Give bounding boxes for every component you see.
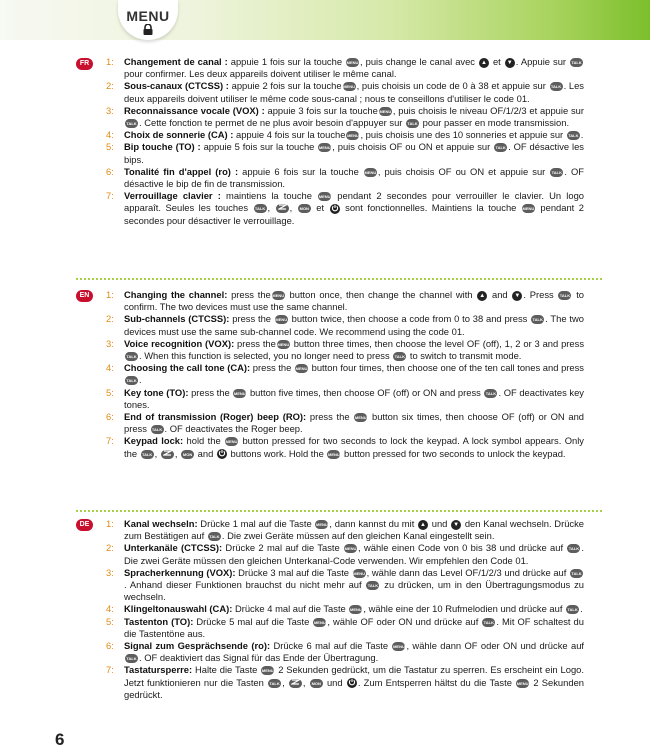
item-text-fragment: Drücke 3 mal auf die Taste bbox=[235, 566, 352, 578]
item-text bbox=[124, 105, 584, 129]
separator bbox=[76, 510, 602, 512]
item-text-fragment: button pressed for two seconds to lock the keypad. A lock symbol appears. Only the bbox=[124, 435, 584, 459]
item-text bbox=[124, 640, 584, 664]
power-icon bbox=[330, 204, 340, 214]
item-text-fragment: press the bbox=[250, 362, 294, 374]
talk-button-icon: TALK bbox=[126, 121, 137, 127]
item-text-fragment: und bbox=[429, 518, 451, 529]
item-number: 4: bbox=[106, 362, 114, 374]
item-text-fragment: . Die zwei Geräte müssen den gleichen Unterkanal-Code verwenden. Wir empfehlen den Code 01. bbox=[124, 542, 585, 566]
item-text bbox=[124, 166, 584, 190]
talk-button-icon: TALK bbox=[126, 354, 137, 360]
item-number: 2: bbox=[106, 80, 114, 92]
list-item bbox=[106, 338, 584, 362]
list-item bbox=[106, 542, 584, 566]
item-text-fragment: , wähle eine der 10 Rufmelodien und drücke auf bbox=[363, 603, 566, 615]
item-text-fragment: . bbox=[580, 129, 584, 141]
item-text-fragment: button three times, then choose the level OF (off), 1, 2 or 3 and press bbox=[290, 337, 585, 349]
mon-button-icon: MON bbox=[299, 206, 309, 212]
item-number: 1: bbox=[106, 289, 114, 300]
item-heading: Klingeltonauswahl (CA): bbox=[124, 603, 233, 615]
flag-de: DE bbox=[76, 519, 93, 531]
item-text-fragment: . OF désactive les bips. bbox=[124, 141, 584, 165]
menu-button-icon: MENU bbox=[349, 607, 362, 613]
item-number: 3: bbox=[106, 104, 114, 116]
item-text-fragment: , bbox=[174, 447, 181, 459]
list-item bbox=[106, 362, 584, 386]
item-number: 5: bbox=[106, 615, 114, 627]
item-text-fragment: . OF désactive le bip de fin de transmission. bbox=[124, 165, 585, 190]
list-item bbox=[106, 105, 584, 129]
arrow-up-icon: ▲ bbox=[418, 520, 428, 530]
item-text-fragment: , puis choisis un code de 0 à 38 et appuie sur bbox=[356, 80, 549, 92]
list-item bbox=[106, 313, 584, 337]
menu-button-icon: MENU bbox=[233, 390, 246, 396]
item-text bbox=[124, 518, 584, 542]
item-text-fragment: , wähle dann OF oder ON und drücke auf bbox=[406, 640, 585, 652]
item-number: 3: bbox=[106, 566, 114, 578]
item-number: 5: bbox=[106, 141, 114, 153]
list-item bbox=[106, 435, 584, 459]
item-text-fragment: , puis change le canal avec bbox=[360, 56, 478, 67]
item-text bbox=[124, 435, 584, 459]
menu-button-icon: MENU bbox=[379, 108, 392, 114]
list-item bbox=[106, 387, 584, 411]
item-text bbox=[124, 56, 584, 80]
menu-button-icon: MENU bbox=[295, 366, 308, 372]
item-text bbox=[124, 411, 584, 435]
menu-button-icon: MENU bbox=[275, 317, 288, 323]
item-text bbox=[124, 603, 584, 615]
power-icon bbox=[347, 678, 357, 688]
item-text-fragment: . Les deux appareils doivent utiliser le même code sous-canal ; nous te conseillons d'utiliser le code 01. bbox=[124, 80, 584, 104]
talk-button-icon: TALK bbox=[367, 583, 379, 589]
list-item bbox=[106, 129, 584, 141]
item-text-fragment: appuie 4 fois sur la touche bbox=[233, 129, 346, 141]
item-number: 3: bbox=[106, 337, 114, 349]
item-heading: Voice recognition (VOX): bbox=[124, 337, 235, 349]
talk-button-icon: TALK bbox=[209, 534, 220, 540]
item-text-fragment: appuie 6 fois sur la touche bbox=[238, 165, 363, 177]
talk-button-icon: TALK bbox=[568, 133, 579, 139]
item-number: 7: bbox=[106, 190, 114, 202]
menu-button-icon: MENU bbox=[318, 194, 331, 200]
item-number: 6: bbox=[106, 411, 114, 423]
item-text-fragment: , bbox=[302, 676, 309, 688]
arrow-down-icon: ▼ bbox=[505, 58, 515, 68]
item-text-fragment: button twice, then choose a code from 0 to 38 and press bbox=[288, 313, 531, 325]
item-text-fragment: . bbox=[580, 603, 583, 615]
item-text bbox=[124, 80, 584, 104]
item-text-fragment: , puis choisis OF ou ON et appuie sur bbox=[332, 141, 494, 153]
item-text-fragment: , puis choisis le niveau OF/1/2/3 et appuie sur bbox=[392, 104, 584, 116]
talk-button-icon: TALK bbox=[151, 427, 163, 433]
menu-button-icon: MENU bbox=[261, 668, 274, 674]
list-item bbox=[106, 80, 584, 104]
item-text-fragment: Drücke 2 mal auf die Taste bbox=[222, 542, 344, 554]
item-text-fragment: , bbox=[282, 676, 288, 688]
menu-button-icon: MENU bbox=[393, 644, 405, 650]
item-text bbox=[124, 362, 584, 386]
item-text-fragment: buttons work. Hold the bbox=[227, 447, 327, 459]
item-text-fragment: and bbox=[488, 289, 512, 300]
list-item bbox=[106, 603, 584, 615]
item-text-fragment: button six times, then choose OF (off) or ON and press bbox=[124, 411, 585, 435]
item-text-fragment: Drücke 5 mal auf die Taste bbox=[193, 615, 313, 627]
item-heading: Bip touche (TO) : bbox=[124, 141, 201, 153]
talk-button-icon: TALK bbox=[407, 121, 418, 127]
item-heading: Kanal wechseln: bbox=[124, 518, 198, 529]
item-heading: Keypad lock: bbox=[124, 435, 184, 447]
item-text bbox=[124, 313, 584, 337]
scan-button-icon bbox=[276, 204, 289, 213]
item-number: 6: bbox=[106, 165, 114, 177]
item-heading: End of transmission (Roger) beep (RO): bbox=[124, 411, 307, 423]
item-heading: Sous-canaux (CTCSS) : bbox=[124, 80, 229, 92]
item-text-fragment: pour passer en mode transmission. bbox=[420, 117, 570, 129]
item-text-fragment: . Anhand dieser Funktionen brauchst du nicht mehr auf bbox=[124, 579, 366, 591]
list-item bbox=[106, 518, 584, 542]
talk-button-icon: TALK bbox=[485, 390, 497, 396]
item-text bbox=[124, 141, 584, 165]
item-text-fragment: button five times, then choose OF (off) or ON and press bbox=[247, 386, 484, 398]
page-number: 6 bbox=[55, 730, 65, 749]
menu-tab bbox=[118, 0, 178, 40]
list-item bbox=[106, 289, 584, 313]
menu-title: MENU bbox=[126, 8, 170, 24]
item-text-fragment: Drücke 1 mal auf die Taste bbox=[197, 518, 315, 529]
item-text-fragment: sont fonctionnelles. Maintiens la touche bbox=[340, 202, 521, 214]
item-number: 2: bbox=[106, 542, 114, 554]
flag-en: EN bbox=[76, 290, 93, 302]
talk-button-icon: TALK bbox=[126, 656, 137, 662]
item-text-fragment: press the bbox=[306, 411, 354, 423]
item-heading: Choix de sonnerie (CA) : bbox=[124, 129, 234, 141]
menu-button-icon: MENU bbox=[364, 169, 377, 175]
item-text-fragment: Drücke 6 mal auf die Taste bbox=[270, 640, 392, 652]
talk-button-icon: TALK bbox=[394, 354, 405, 360]
item-text-fragment: . bbox=[139, 374, 142, 386]
item-text-fragment: and bbox=[195, 447, 216, 459]
talk-button-icon: TALK bbox=[559, 293, 571, 299]
item-number: 5: bbox=[106, 386, 114, 398]
list-item bbox=[106, 141, 584, 165]
menu-button-icon: MENU bbox=[272, 293, 285, 299]
item-text-fragment: und bbox=[323, 676, 346, 688]
list-item bbox=[106, 567, 584, 604]
menu-button-icon: MENU bbox=[328, 451, 340, 457]
menu-button-icon: MENU bbox=[347, 133, 359, 139]
menu-button-icon: MENU bbox=[225, 439, 238, 445]
item-text-fragment: to switch to transmit mode. bbox=[407, 350, 522, 362]
item-text-fragment: , bbox=[267, 202, 275, 214]
item-text-fragment: , bbox=[289, 202, 297, 214]
power-icon bbox=[217, 449, 227, 459]
item-text-fragment: 2 Sekunden gedrückt. bbox=[124, 676, 584, 700]
item-text-fragment: button once, then change the channel with bbox=[285, 289, 477, 300]
talk-button-icon: TALK bbox=[532, 317, 543, 323]
item-text-fragment: button pressed for two seconds to unlock the keypad. bbox=[341, 447, 566, 459]
item-text-fragment: press the bbox=[227, 289, 271, 300]
section-en bbox=[106, 289, 584, 460]
item-text-fragment: to confirm. The two devices must use the same channel. bbox=[124, 289, 585, 313]
item-text-fragment: . The two devices must use the same sub-channel code. We recommend using the code 01. bbox=[124, 313, 584, 337]
item-text-fragment: appuie 5 fois sur la touche bbox=[200, 141, 318, 153]
item-text-fragment: Drücke 4 mal auf die Taste bbox=[232, 603, 349, 615]
menu-button-icon: MENU bbox=[318, 145, 331, 151]
item-heading: Tastenton (TO): bbox=[124, 615, 194, 627]
item-heading: Sub-channels (CTCSS): bbox=[124, 313, 230, 325]
item-heading: Key tone (TO): bbox=[124, 386, 189, 398]
item-text-fragment: . OF deactivates key tones. bbox=[124, 386, 584, 410]
list-item bbox=[106, 640, 584, 664]
mon-button-icon: MON bbox=[311, 680, 321, 686]
item-text-fragment: appuie 2 fois sur la touche bbox=[228, 80, 342, 92]
list-item bbox=[106, 411, 584, 435]
item-text-fragment: 2 Sekunden gedrückt, um die Tastatur zu sperren. Es erscheint ein Logo. Jetzt funktionieren nur die Tasten bbox=[124, 664, 584, 688]
arrow-down-icon: ▼ bbox=[512, 291, 522, 301]
item-text-fragment: pendant 2 secondes pour verrouiller le clavier. Un logo apparaît. Seules les touches bbox=[124, 190, 585, 214]
item-number: 2: bbox=[106, 313, 114, 325]
item-text-fragment: . OF deaktiviert das Signal für das Ende der Übertragung. bbox=[139, 652, 379, 664]
item-text bbox=[124, 338, 584, 362]
talk-button-icon: TALK bbox=[254, 206, 266, 212]
lock-icon bbox=[142, 24, 154, 35]
item-number: 1: bbox=[106, 56, 114, 67]
scan-button-icon bbox=[161, 450, 174, 459]
section-de bbox=[106, 518, 584, 701]
item-text bbox=[124, 542, 584, 566]
item-text-fragment: button four times, then choose one of the ten call tones and press bbox=[309, 362, 584, 374]
item-text bbox=[124, 289, 584, 313]
talk-button-icon: TALK bbox=[567, 607, 578, 613]
flag-fr: FR bbox=[76, 58, 93, 70]
item-number: 7: bbox=[106, 435, 114, 447]
item-heading: Spracherkennung (VOX): bbox=[124, 566, 236, 578]
item-heading: Unterkanäle (CTCSS): bbox=[124, 542, 223, 554]
talk-button-icon: TALK bbox=[568, 546, 580, 552]
item-heading: Changing the channel: bbox=[124, 289, 228, 300]
menu-button-icon: MENU bbox=[344, 546, 357, 552]
list-item bbox=[106, 166, 584, 190]
item-text-fragment: et bbox=[489, 56, 504, 67]
item-number: 4: bbox=[106, 129, 114, 141]
item-text-fragment: , puis choisis OF ou ON et appuie sur bbox=[377, 165, 550, 177]
item-heading: Verrouillage clavier : bbox=[124, 190, 221, 202]
arrow-up-icon: ▲ bbox=[479, 58, 489, 68]
item-text-fragment: hold the bbox=[183, 435, 225, 447]
item-text-fragment: appuie 1 fois sur la touche bbox=[227, 56, 346, 67]
item-text-fragment: den Kanal wechseln. Drücke zum Bestätigen auf bbox=[124, 518, 585, 542]
item-text-fragment: , wähle dann das Level OF/1/2/3 und drücke auf bbox=[366, 566, 569, 578]
item-number: 1: bbox=[106, 518, 114, 529]
item-text-fragment: press the bbox=[234, 337, 276, 349]
talk-button-icon: TALK bbox=[571, 60, 582, 66]
item-text-fragment: et bbox=[311, 202, 329, 214]
list-item bbox=[106, 616, 584, 640]
item-text-fragment: . Die zwei Geräte müssen auf den gleichen Kanal eingestellt sein. bbox=[221, 530, 495, 542]
talk-button-icon: TALK bbox=[571, 570, 582, 576]
item-heading: Signal zum Gesprächsende (ro): bbox=[124, 640, 271, 652]
item-heading: Choosing the call tone (CA): bbox=[124, 362, 251, 374]
mon-button-icon: MON bbox=[182, 451, 193, 457]
talk-button-icon: TALK bbox=[126, 378, 137, 384]
item-text bbox=[124, 664, 584, 701]
item-text-fragment: . Press bbox=[523, 289, 558, 300]
menu-button-icon: MENU bbox=[343, 84, 355, 90]
item-text bbox=[124, 567, 584, 604]
separator bbox=[76, 278, 602, 280]
item-number: 6: bbox=[106, 640, 114, 652]
item-text-fragment: . Cette fonction te permet de ne plus avoir besoin d'appuyer sur bbox=[139, 117, 406, 129]
menu-button-icon: MENU bbox=[313, 619, 326, 625]
menu-button-icon: MENU bbox=[353, 570, 366, 576]
menu-button-icon: MENU bbox=[522, 206, 535, 212]
item-text bbox=[124, 616, 584, 640]
item-text-fragment: press the bbox=[188, 386, 233, 398]
item-text-fragment: appuie 3 fois sur la touche bbox=[264, 104, 378, 116]
list-item bbox=[106, 190, 584, 227]
item-number: 4: bbox=[106, 603, 114, 615]
menu-button-icon: MENU bbox=[277, 341, 290, 347]
menu-button-icon: MENU bbox=[516, 680, 529, 686]
item-text bbox=[124, 190, 584, 227]
menu-button-icon: MENU bbox=[316, 522, 328, 528]
talk-button-icon: TALK bbox=[483, 619, 495, 625]
scan-button-icon bbox=[289, 679, 302, 688]
item-text-fragment: , bbox=[154, 447, 160, 459]
header-banner bbox=[0, 0, 650, 40]
item-heading: Tonalité fin d'appel (ro) : bbox=[124, 165, 239, 177]
item-text-fragment: pour confirmer. Les deux appareils doivent utiliser le même canal. bbox=[124, 68, 397, 80]
item-text-fragment: maintiens la touche bbox=[220, 190, 318, 202]
arrow-up-icon: ▲ bbox=[477, 291, 487, 301]
item-number: 7: bbox=[106, 664, 114, 676]
item-text-fragment: pendant 2 secondes pour désactiver le verrouillage. bbox=[124, 202, 585, 226]
list-item bbox=[106, 56, 584, 80]
item-text-fragment: press the bbox=[229, 313, 274, 325]
item-text-fragment: , wähle OF oder ON und drücke auf bbox=[327, 615, 482, 627]
item-text-fragment: Halte die Taste bbox=[192, 664, 261, 676]
item-heading: Changement de canal : bbox=[124, 56, 228, 67]
talk-button-icon: TALK bbox=[141, 451, 153, 457]
item-text-fragment: . Zum Entsperren hältst du die Taste bbox=[357, 676, 516, 688]
item-text-fragment: . Mit OF schaltest du die Tastentöne aus. bbox=[124, 615, 584, 639]
item-text-fragment: zu drücken, um in den Übertragungsmodus zu wechseln. bbox=[124, 579, 584, 603]
talk-button-icon: TALK bbox=[495, 145, 506, 151]
item-heading: Tastatursperre: bbox=[124, 664, 193, 676]
talk-button-icon: TALK bbox=[550, 84, 562, 90]
item-text-fragment: . Appuie sur bbox=[515, 56, 570, 67]
item-heading: Reconnaissance vocale (VOX) : bbox=[124, 104, 265, 116]
item-text-fragment: , wähle einen Code von 0 bis 38 und drücke auf bbox=[358, 542, 567, 554]
item-text-fragment: , puis choisis une des 10 sonneries et appuie sur bbox=[360, 129, 566, 141]
item-text-fragment: . When this function is selected, you no longer need to press bbox=[139, 350, 393, 362]
item-text-fragment: , dann kannst du mit bbox=[329, 518, 418, 529]
talk-button-icon: TALK bbox=[551, 169, 563, 175]
talk-button-icon: TALK bbox=[269, 680, 280, 686]
arrow-down-icon: ▼ bbox=[451, 520, 461, 530]
menu-button-icon: MENU bbox=[354, 415, 367, 421]
item-text-fragment: . OF deactivates the Roger beep. bbox=[164, 423, 303, 435]
section-fr bbox=[106, 56, 584, 227]
item-text bbox=[124, 387, 584, 411]
menu-button-icon: MENU bbox=[346, 60, 359, 66]
item-text bbox=[124, 129, 584, 141]
list-item bbox=[106, 664, 584, 701]
